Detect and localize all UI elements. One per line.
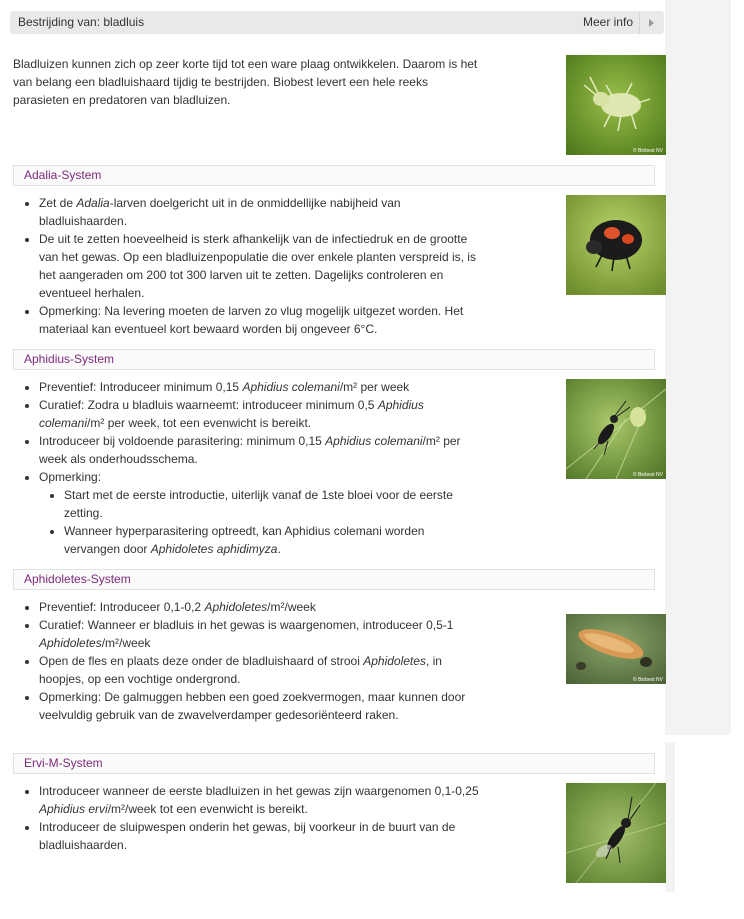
- list-item: • Open de fles en plaats deze onder de bladluishaard of strooi Aphidoletes, in hoopjes, op een vochtige ondergrond.: [39, 652, 479, 688]
- copyright-caption: © Biobest NV: [632, 148, 663, 154]
- list-item: • Preventief: Introduceer 0,1-0,2 Aphidoletes/m²/week: [39, 598, 479, 616]
- list-item: • Curatief: Zodra u bladluis waarneemt: introduceer minimum 0,5 Aphidius colemani/m² per week, tot een evenwicht is bereikt.: [39, 396, 479, 432]
- list-item: • Opmerking: Na levering moeten de larven zo vlug mogelijk uitgezet worden. Het materiaal kan eventueel kort bewaard worden bij ongeveer 6°C.: [39, 302, 479, 338]
- aphidoletes-list: [13, 598, 479, 724]
- right-gutter: [665, 0, 731, 735]
- aphidius-photo: [566, 379, 666, 479]
- copyright-caption: © Biobest NV: [632, 677, 663, 683]
- page-title: Bestrijding van: bladluis: [18, 15, 145, 29]
- header-bar: [10, 11, 664, 34]
- aphidius-list: [13, 378, 479, 558]
- aphid-image: [566, 55, 666, 155]
- list-item: • Curatief: Wanneer er bladluis in het gewas is waargenomen, introduceer 0,5-1 Aphidoletes/m²/week: [39, 616, 479, 652]
- sub-list-item: • Wanneer hyperparasitering optreedt, kan Aphidius colemani worden vervangen door Aphidoletes aphidimyza.: [64, 522, 479, 558]
- adalia-list: [13, 194, 479, 338]
- chevron-right-icon: [649, 19, 654, 27]
- right-gutter-lower: [665, 742, 675, 892]
- section-header-aphidius: [13, 349, 655, 370]
- sub-list-item: • Start met de eerste introductie, uiterlijk vanaf de 1ste bloei voor de eerste zetting.: [64, 486, 479, 522]
- copyright-caption: © Biobest NV: [632, 472, 663, 478]
- list-item: • Introduceer de sluipwespen onderin het gewas, bij voorkeur in de buurt van de bladluishaarden.: [39, 818, 479, 854]
- wasp-image: [566, 783, 666, 883]
- list-item: • Opmerking: • Start met de eerste introductie, uiterlijk vanaf de 1ste bloei voor de eerste zetting. • Wanneer hyperparasitering optreedt, kan Aphidius colemani worden vervangen door Aphidoletes aphidimyza.: [39, 468, 479, 558]
- list-item: • Introduceer wanneer de eerste bladluizen in het gewas zijn waargenomen 0,1-0,25 Aphidius ervi/m²/week tot een evenwicht is bereikt.: [39, 782, 479, 818]
- ladybird-image: [566, 195, 666, 295]
- list-item: • Preventief: Introduceer minimum 0,15 Aphidius colemani/m² per week: [39, 378, 479, 396]
- list-item: • De uit te zetten hoeveelheid is sterk afhankelijk van de infectiedruk en de grootte van het gewas. Op een bladluizenpopulatie die over enkele planten verspreid is, is het aangeraden om 200 tot 300 larven uit te zetten. Dagelijks controleren en eventueel herhalen.: [39, 230, 479, 302]
- aphid-photo: [566, 55, 666, 155]
- section-title: Aphidoletes-System: [24, 572, 131, 586]
- wasp-on-leaf-image: [566, 379, 666, 479]
- larva-image: [566, 614, 666, 684]
- aphidoletes-photo: [566, 614, 666, 684]
- ladybird-photo: [566, 195, 666, 295]
- list-item: • Opmerking: De galmuggen hebben een goed zoekvermogen, maar kunnen door veelvuldig gebruik van de zwavelverdamper gedesoriënteerd raken.: [39, 688, 479, 724]
- list-item: • Zet de Adalia-larven doelgericht uit in de onmiddellijke nabijheid van bladluishaarden.: [39, 194, 479, 230]
- more-info-link[interactable]: Meer info: [582, 15, 633, 29]
- ervi-m-list: [13, 782, 479, 854]
- section-title: Aphidius-System: [24, 352, 115, 366]
- expand-button[interactable]: [639, 11, 664, 34]
- section-header-ervi-m: [13, 753, 655, 774]
- section-title: Ervi-M-System: [24, 756, 103, 770]
- list-item: • Introduceer bij voldoende parasitering: minimum 0,15 Aphidius colemani/m² per week als onderhoudsschema.: [39, 432, 479, 468]
- ervi-photo: [566, 783, 666, 883]
- intro-text: Bladluizen kunnen zich op zeer korte tijd tot een ware plaag ontwikkelen. Daarom is het van belang een bladluishaard tijdig te bestrijden. Biobest levert een hele reeks parasieten en predatoren van bladluizen.: [13, 57, 478, 107]
- sub-list: [39, 486, 479, 558]
- section-title: Adalia-System: [24, 168, 102, 182]
- section-header-aphidoletes: [13, 569, 655, 590]
- section-header-adalia: [13, 165, 655, 186]
